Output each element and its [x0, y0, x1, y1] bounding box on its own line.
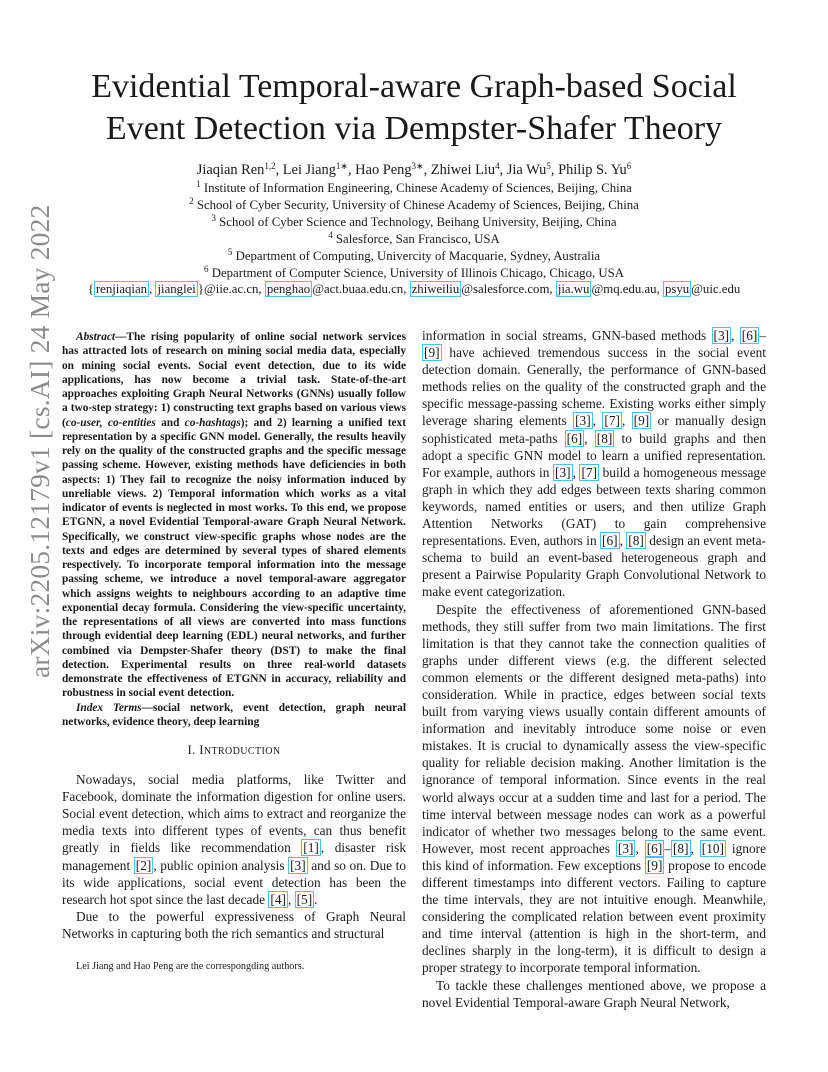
abstract-text: ); and 2) learning a unified text representation by a specific GNN model. Generally, the results heavily rely on the quality of the constructed graphs and the specific message passing scheme. However, existing methods have deficiencies in both aspects: 1) They fail to recognize the noisy information induced by unreliable views. 2) Temporal information which works as a vital indicator of events is neglected in most works. To this end, we propose ETGNN, a novel Evidential Temporal-aware Graph Neural Network. Specifically, we construct view-specific graphs whose nodes are the texts and edges are determined by several types of shared elements respectively. To incorporate temporal information into the message passing scheme, we introduce a novel temporal-aware aggregator which assigns weights to neighbours according to an adaptive time exponential decay formula. Considering the view-specific uncertainty, the representations of all views are converted into mass functions through evidential deep learning (EDL) neural networks, and further combined via Dempster-Shafer theory (DST) to make the final detection. Experimental results on three real-world datasets demonstrate the effectiveness of ETGNN in accuracy, reliability and robustness in social event detection.	[62, 416, 407, 700]
email-domain: @salesforce.com,	[461, 282, 556, 297]
index-terms-text: —social network, event detection, graph neural networks, evidence theory, deep learning	[62, 701, 407, 728]
affiliation	[60, 214, 768, 231]
paragraph-text: Despite the effectiveness of aforementioned GNN-based methods, they still suffer from two main limitations. The first limitation is that they cannot take the connection qualities of graphs under different views (e.g. the different selected common elements or the different designed meta-paths) into consideration. While in practice, edges between social texts built from varying views usually contain different amounts of information and inevitably introduce some noise or even mistakes. It is crucial to dynamically assess the view-specific quality for reliable decision making. Another limitation is the ignorance of temporal information. Since events in the real world always occur at a sudden time and last for a period. The time interval between message nodes can work as a powerful indicator of whether two messages belong to the same event. However, most recent approaches	[422, 601, 766, 856]
paragraph-text: build a homogeneous message graph in which they add edges between texts sharing common keywords, named entities or users, and then utilize Graph Attention Networks (GAT) to gain comprehensive representations. Even, authors in	[422, 464, 766, 549]
paragraph-text: ,	[635, 840, 645, 856]
author-name: Lei Jiang	[282, 162, 336, 178]
paragraph-text: ,	[584, 430, 595, 446]
title-line-1: Evidential Temporal-aware Graph-based Social	[91, 68, 737, 105]
affiliation-sup: 1	[196, 179, 201, 189]
email-domain: }@iie.ac.cn,	[197, 282, 265, 297]
affiliation	[60, 231, 768, 248]
affiliation-sup: 5	[227, 246, 233, 257]
citation-link[interactable]: [6]	[646, 840, 663, 856]
index-terms	[62, 701, 406, 730]
paragraph-text: or manually design sophisticated meta-paths	[422, 413, 767, 446]
citation-link[interactable]: [3]	[290, 857, 306, 873]
email-link[interactable]: penghao	[266, 282, 311, 297]
paragraph-text: have achieved tremendous success in the social event detection domain. Generally, the performance of GNN-based methods relies on the quality of the constructed graph and the specific message-passing scheme. Existing works either simply leverage sharing elements	[422, 345, 766, 429]
index-terms-lead: Index Terms	[76, 701, 142, 714]
author-sup: 5	[546, 161, 551, 171]
affiliation-sup: 2	[189, 195, 194, 206]
paragraph-text: .	[314, 891, 318, 907]
email-link[interactable]: renjiaqian	[95, 282, 148, 297]
citation-link[interactable]: [9]	[633, 413, 650, 429]
paragraph	[62, 771, 406, 908]
paragraph-text: –	[759, 328, 766, 343]
email-link[interactable]: jianglei	[157, 282, 196, 297]
affiliation-sup: 3	[211, 212, 216, 223]
abstract-lead: Abstract	[76, 331, 116, 343]
citation-link[interactable]: [9]	[424, 345, 440, 361]
author-sup: 4	[495, 161, 500, 171]
abstract-dash: —	[115, 331, 127, 343]
section-title: NTRODUCTION	[203, 746, 281, 757]
citation-link[interactable]: [3]	[555, 464, 571, 480]
paper-title	[60, 66, 768, 150]
paragraph	[422, 327, 766, 601]
abstract-italic: co-hashtags	[184, 416, 241, 429]
author-name: Philip S. Yu	[558, 162, 627, 178]
paragraph-text: ,	[690, 840, 700, 856]
paragraph	[422, 601, 766, 977]
paragraph-text: , disaster risk management	[62, 840, 406, 873]
citation-link[interactable]: [1]	[303, 840, 319, 856]
paragraph-text: to build graphs and then adopt a specific GNN model to learn a unified representation. For example, authors in	[422, 430, 766, 480]
author-sup: 1∗	[335, 161, 348, 171]
author-name: Zhiwei Liu	[430, 162, 496, 178]
paragraph-text: and so on. Due to its wide applications, social event detection has been the research hot spot since the last decade	[62, 857, 406, 907]
arxiv-stamp: arXiv:2205.12179v1 [cs.AI] 24 May 2022	[24, 204, 55, 678]
left-column	[62, 330, 406, 942]
citation-link[interactable]: [6]	[566, 430, 583, 446]
author-sup: 3∗	[411, 161, 424, 171]
paragraph-text: ,	[621, 413, 632, 429]
paragraph-text: ignore this kind of information. Few exceptions	[422, 840, 766, 873]
author-sup: 1,2	[264, 161, 276, 171]
citation-link[interactable]: [6]	[741, 328, 758, 343]
title-line-2: Event Detection via Dempster-Shafer Theory	[105, 110, 723, 147]
paragraph-text: propose to encode different timestamps into different vectors. Failing to capture the time intervals, they are not intuitive enough. Meanwhile, considering the complicated relation between event proximity and time interval (attention is high in the short-term, and declines sharply in the long-term), it is difficult to design a proper strategy to incorporate temporal information.	[422, 857, 767, 976]
citation-link[interactable]: [9]	[646, 857, 663, 873]
citation-link[interactable]: [8]	[672, 840, 689, 856]
author-name: Jia Wu	[506, 162, 547, 178]
paragraph-text: –	[664, 840, 671, 856]
affiliation-text: School of Cyber Security, University of Chinese Academy of Sciences, Beijing, China	[196, 197, 639, 212]
author-name: Jiaqian Ren	[196, 162, 265, 178]
section-heading	[62, 742, 406, 760]
citation-link[interactable]: [8]	[596, 430, 613, 446]
paragraph-text: ,	[619, 533, 627, 549]
footnote: Lei Jiang and Hao Peng are the correspongding authors.	[76, 961, 305, 972]
email-domain: @act.buaa.edu.cn,	[312, 282, 410, 297]
email-line	[60, 281, 768, 298]
email-link[interactable]: zhiweiliu	[411, 282, 460, 297]
affiliation-list	[60, 180, 768, 298]
citation-link[interactable]: [3]	[575, 413, 591, 429]
citation-link[interactable]: [3]	[713, 328, 730, 343]
affiliation	[60, 248, 768, 265]
paragraph-text: information in social streams, GNN-based methods	[422, 328, 712, 343]
citation-link[interactable]: [10]	[701, 840, 724, 856]
affiliation-sup: 4	[328, 229, 333, 240]
author-name: Hao Peng	[355, 162, 412, 178]
author-sup: 6	[626, 161, 632, 171]
author-list: Jiaqian Ren$^{1,2}$, Lei Jiang$^{1∗}$, Hao Peng$^{3∗}$, Zhiwei Liu$^4$, Jia Wu$^5$, Philip S. Yu$^6$	[196, 161, 632, 178]
affiliation-text: Salesforce, San Francisco, USA	[335, 231, 500, 246]
citation-link[interactable]: [2]	[135, 857, 152, 873]
abstract-text: and	[155, 416, 185, 429]
affiliation	[60, 197, 768, 214]
citation-link[interactable]: [8]	[628, 533, 644, 549]
affiliation-sup: 6	[204, 263, 209, 274]
citation-link[interactable]: [7]	[604, 413, 620, 429]
email-domain: @uic.edu	[691, 282, 741, 297]
email-sep: ,	[149, 282, 156, 297]
paragraph: To tackle these challenges mentioned above, we propose a novel Evidential Temporal-aware Graph Neural Network,	[422, 977, 766, 1010]
email-brace: {	[87, 282, 94, 297]
paragraph-text: design an event meta-schema to build an event-based heterogeneous graph and present a Pairwise Popularity Graph Convolutional Network to make event categorization.	[422, 533, 766, 600]
citation-link[interactable]: [5]	[296, 891, 313, 907]
affiliation	[60, 180, 768, 197]
citation-link[interactable]: [3]	[617, 840, 634, 856]
paragraph-text: , public opinion analysis	[153, 857, 289, 873]
paragraph: Due to the powerful expressiveness of Graph Neural Networks in capturing both the rich semantics and structural	[62, 908, 406, 941]
section-numeral: I. I	[187, 743, 204, 757]
citation-link[interactable]: [6]	[602, 533, 618, 549]
abstract-italic: co-user, co-entities	[65, 416, 156, 429]
affiliation-text: Department of Computer Science, University of Illinois Chicago, Chicago, USA	[211, 265, 624, 280]
paragraph-text: Nowadays, social media platforms, like Twitter and Facebook, dominate the information digestion for online users. Social event detection, which aims to extract and reorganize the media texts into different types of events, can thus benefit greatly in fields like recommendation	[62, 772, 406, 856]
affiliation-text: Department of Computing, Univercity of Macquarie, Sydney, Australia	[235, 248, 601, 263]
paragraph-text: ,	[287, 891, 295, 907]
paragraph-text: ,	[572, 464, 580, 480]
citation-link[interactable]: [7]	[581, 464, 598, 480]
email-domain: @mq.edu.au,	[591, 282, 663, 297]
abstract	[62, 330, 406, 701]
affiliation-text: Institute of Information Engineering, Chinese Academy of Sciences, Beijing, China	[203, 181, 632, 195]
email-link[interactable]: psyu	[664, 282, 690, 297]
paragraph-text: ,	[592, 413, 603, 429]
citation-link[interactable]: [4]	[270, 891, 286, 907]
affiliation-text: School of Cyber Science and Technology, Beihang University, Beijing, China	[219, 214, 617, 229]
affiliation	[60, 265, 768, 282]
right-column	[422, 327, 766, 1011]
email-link[interactable]: jia.wu	[557, 282, 590, 297]
abstract-text: The rising popularity of online social network services has attracted lots of research on mining social media data, especially on mining social events. Social event detection, due to its wide applications, has now become a trivial task. State-of-the-art approaches exploiting Graph Neural Networks (GNNs) usually follow a two-step strategy: 1) constructing text graphs based on various views (	[62, 331, 406, 429]
paragraph-text: ,	[731, 328, 740, 343]
